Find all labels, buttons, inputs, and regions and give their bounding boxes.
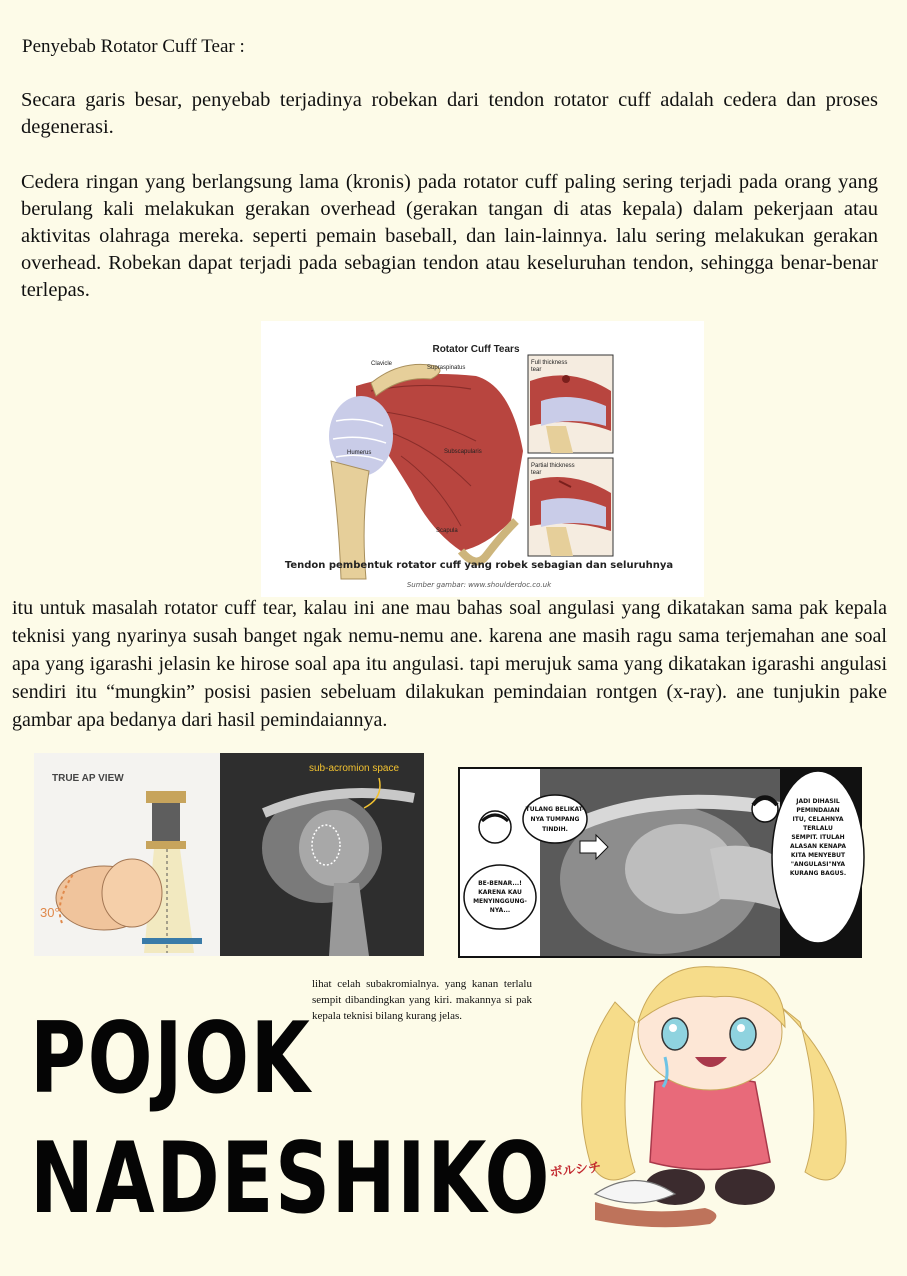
svg-text:NYA TUMPANG: NYA TUMPANG xyxy=(530,816,580,823)
svg-text:tear: tear xyxy=(531,470,542,476)
chibi-sfx: ボルシチ xyxy=(548,1160,602,1181)
paragraph-angulation: itu untuk masalah rotator cuff tear, kalau ini ane mau bahas soal angulasi yang dikatakan sama pak kepala teknisi yang nyarinya susah banget ngak nemu-nemu ane. karena ane masih ragu sama terjemahan ane soal apa yang igarashi jelasin ke hirose soal apa itu angulasi. tapi merujuk sama yang dikatakan igarashi angulasi sendiri itu “mungkin” posisi pasien sebeluam dilakukan pemindaian rontgen (x-ray). ane tunjukin pake gambar apa bedanya dari hasil pemindaiannya. xyxy=(12,597,887,731)
svg-text:MENYINGGUNG-: MENYINGGUNG- xyxy=(473,898,527,905)
sub-acromion-label: sub-acromion space xyxy=(309,763,400,774)
svg-text:KURANG BAGUS.: KURANG BAGUS. xyxy=(789,870,847,877)
svg-text:ALASAN KENAPA: ALASAN KENAPA xyxy=(789,843,847,850)
svg-text:"ANGULASI"NYA: "ANGULASI"NYA xyxy=(790,861,846,868)
svg-text:BE-BENAR...!: BE-BENAR...! xyxy=(478,880,522,887)
angle-label: 30° xyxy=(40,905,60,920)
svg-text:TERLALU: TERLALU xyxy=(803,825,833,832)
label-humerus: Humerus xyxy=(347,450,372,456)
partial-thickness-inset xyxy=(528,458,613,556)
paragraph-causes: Secara garis besar, penyebab terjadinya robekan dari tendon rotator cuff adalah cedera dan proses degenerasi. xyxy=(21,89,878,138)
figure-caption: Tendon pembentuk rotator cuff yang robek sebagian dan seluruhnya xyxy=(284,560,674,571)
figure-source: Sumber gambar: www.shoulderdoc.co.uk xyxy=(406,581,552,589)
svg-text:SEMPIT. ITULAH: SEMPIT. ITULAH xyxy=(791,834,845,841)
label-scapula: Scapula xyxy=(436,528,458,534)
svg-text:Partial thickness: Partial thickness xyxy=(531,463,575,469)
section-heading: Penyebab Rotator Cuff Tear : xyxy=(22,36,245,57)
label-supraspinatus: Supraspinatus xyxy=(427,365,466,371)
svg-text:JADI DIHASIL: JADI DIHASIL xyxy=(796,798,840,805)
figure-title: Rotator Cuff Tears xyxy=(432,344,520,355)
svg-text:KITA MENYEBUT: KITA MENYEBUT xyxy=(790,852,846,859)
true-ap-view-figure xyxy=(34,753,424,956)
svg-text:Full thickness: Full thickness xyxy=(531,360,568,366)
title-pojok: POJOK xyxy=(30,1002,312,1116)
label-subscapularis: Subscapularis xyxy=(444,449,482,455)
manga-panel xyxy=(458,767,862,958)
svg-text:NYA...: NYA... xyxy=(489,907,511,914)
full-thickness-inset xyxy=(528,355,613,453)
svg-text:PEMINDAIAN: PEMINDAIAN xyxy=(796,807,840,814)
label-clavicle: Clavicle xyxy=(371,361,393,367)
rotator-cuff-figure xyxy=(261,321,704,597)
svg-text:TULANG BELIKAT-: TULANG BELIKAT- xyxy=(525,806,585,813)
true-ap-label: TRUE AP VIEW xyxy=(52,773,124,784)
caption-note: lihat celah subakromialnya. yang kanan terlalu sempit dibandingkan yang kiri. makannya si pak kepala teknisi bilang kurang jelas. xyxy=(312,978,532,1022)
chibi-illustration xyxy=(548,962,885,1238)
svg-text:TINDIH.: TINDIH. xyxy=(542,826,568,833)
svg-text:ITU, CELAHNYA: ITU, CELAHNYA xyxy=(792,816,844,823)
paragraph-chronic-injury: Cedera ringan yang berlangsung lama (kronis) pada rotator cuff paling sering terjadi pada orang yang berulang kali melakukan gerakan overhead (gerakan tangan di atas kepala) dalam pekerjaan atau aktivitas olahraga mereka. seperti pemain baseball, dan lain-lainnya. lalu sering melakukan gerakan overhead. Robekan dapat terjadi pada sebagian tendon atau keseluruhan tendon, sehingga benar-benar terlepas. xyxy=(21,171,878,301)
svg-text:KARENA KAU: KARENA KAU xyxy=(478,889,522,896)
title-nadeshiko: NADESHIKO xyxy=(30,1122,552,1236)
svg-text:tear: tear xyxy=(531,367,542,373)
